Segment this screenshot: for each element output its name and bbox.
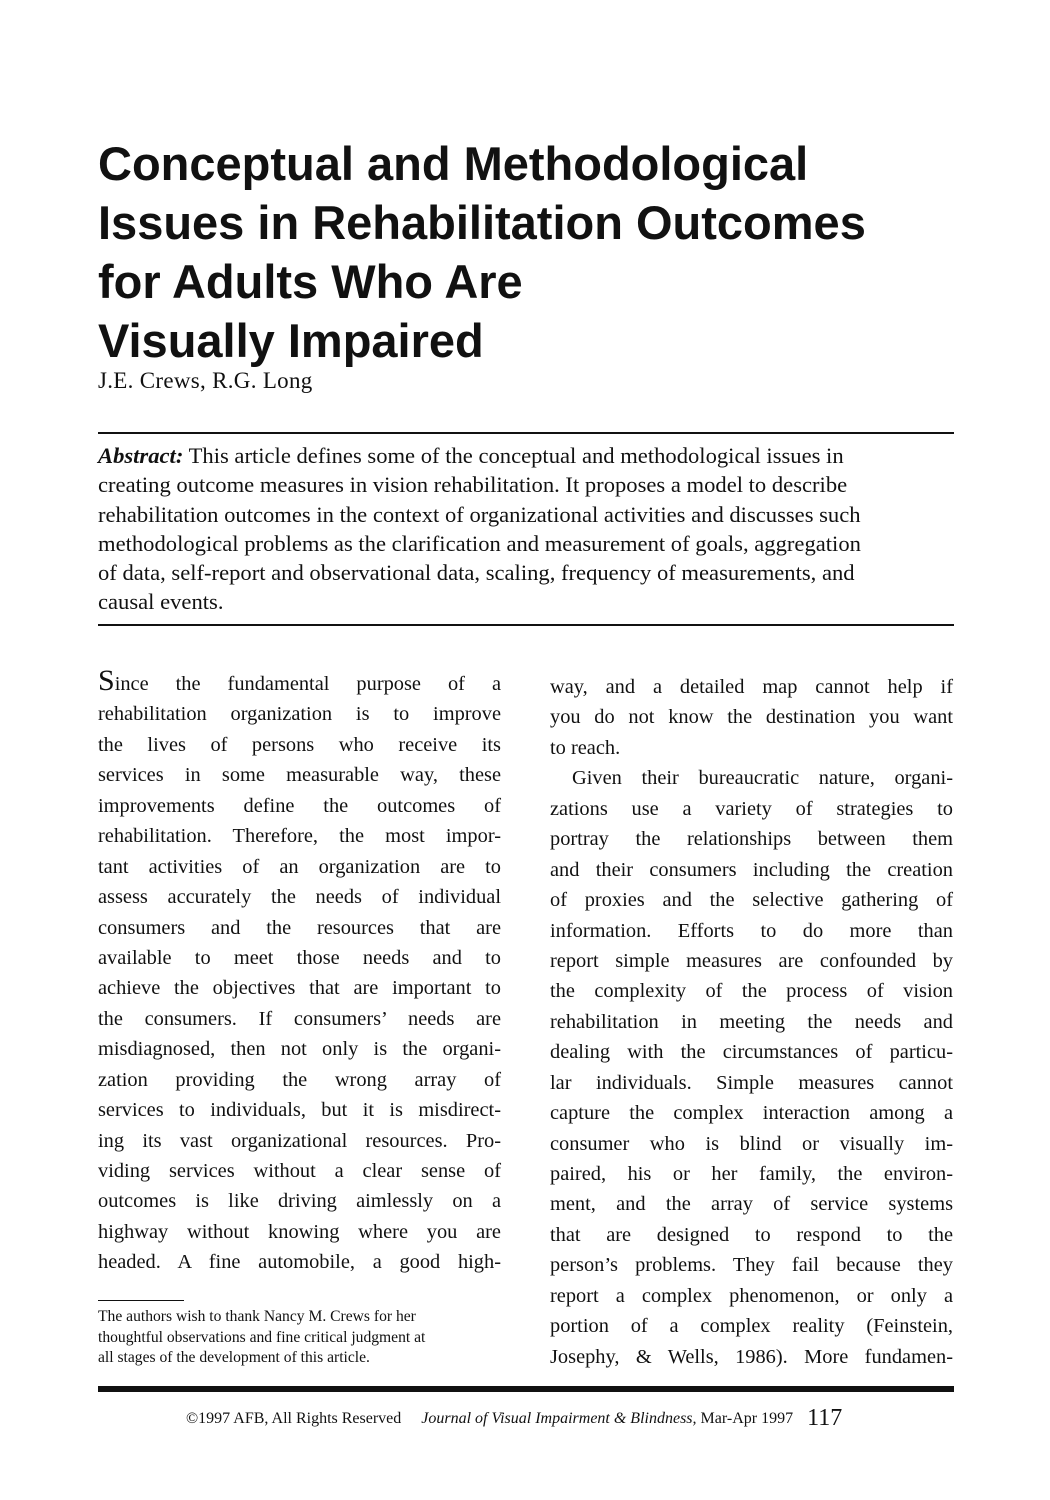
- body-line: zation providing the wrong array of: [98, 1068, 501, 1091]
- abstract-label: Abstract:: [98, 443, 184, 468]
- body-line: outcomes is like driving aimlessly on a: [98, 1190, 501, 1213]
- body-line: report simple measures are confounded by: [550, 949, 953, 972]
- body-line: person’s problems. They fail because they: [550, 1254, 953, 1277]
- abstract: [98, 441, 954, 617]
- copyright-notice: ©1997 AFB, All Rights Reserved: [186, 1410, 402, 1427]
- page-footer: [186, 1404, 956, 1431]
- title-line: Issues in Rehabilitation Outcomes: [98, 196, 866, 249]
- body-line: Josephy, & Wells, 1986). More fundamen-: [550, 1345, 953, 1368]
- body-line: Given their bureaucratic nature, organi-: [572, 767, 953, 790]
- body-line: that are designed to respond to the: [550, 1223, 953, 1246]
- abstract-text: This article defines some of the conceptual and methodological issues in: [183, 443, 844, 468]
- body-line: [98, 664, 501, 699]
- footnote: [98, 1307, 503, 1369]
- body-line: way, and a detailed map cannot help if: [550, 676, 953, 698]
- body-line: to reach.: [550, 736, 621, 759]
- body-line: the consumers. If consumers’ needs are: [98, 1007, 501, 1030]
- article-title: [98, 134, 978, 370]
- abstract-line: creating outcome measures in vision rehabilitation. It proposes a model to describe: [98, 472, 848, 498]
- body-line: misdiagnosed, then not only is the organi-: [98, 1038, 501, 1061]
- journal-name: Journal of Visual Impairment & Blindness,: [421, 1410, 697, 1427]
- body-line: ment, and the array of service systems: [550, 1193, 953, 1216]
- body-line: portray the relationships between them: [550, 828, 953, 851]
- body-line: you do not know the destination you want: [550, 706, 953, 729]
- page-number: 117: [807, 1405, 843, 1431]
- footnote-line: all stages of the development of this article.: [98, 1349, 370, 1366]
- abstract-line: methodological problems as the clarification and measurement of goals, aggregation: [98, 530, 861, 556]
- footnote-line: The authors wish to thank Nancy M. Crews for her: [98, 1308, 416, 1325]
- body-line: report a complex phenomenon, or only a: [550, 1284, 953, 1307]
- abstract-top-rule: [98, 432, 954, 434]
- abstract-line: causal events.: [98, 589, 224, 615]
- body-line: consumer who is blind or visually im-: [550, 1132, 953, 1155]
- body-line: ing its vast organizational resources. Pro-: [98, 1129, 501, 1152]
- footnote-line: thoughtful observations and fine critical judgment at: [98, 1328, 426, 1346]
- body-line: viding services without a clear sense of: [98, 1160, 501, 1182]
- body-line: highway without knowing where you are: [98, 1220, 501, 1243]
- body-line: consumers and the resources that are: [98, 916, 501, 939]
- body-line: and their consumers including the creation: [550, 858, 953, 881]
- body-line: portion of a complex reality (Feinstein,: [550, 1315, 953, 1338]
- drop-cap: S: [98, 664, 115, 697]
- body-line: improvements define the outcomes of: [98, 794, 501, 817]
- body-line: zations use a variety of strategies to: [550, 797, 953, 820]
- body-line: information. Efforts to do more than: [550, 919, 953, 942]
- body-column-left: [98, 664, 501, 1278]
- abstract-bottom-rule: [98, 624, 954, 626]
- body-line: the complexity of the process of vision: [550, 980, 953, 1003]
- body-line: dealing with the circumstances of particu-: [550, 1041, 953, 1064]
- abstract-line: of data, self-report and observational data, scaling, frequency of measurements, and: [98, 560, 855, 586]
- body-line: of proxies and the selective gathering of: [550, 889, 953, 912]
- title-line: Visually Impaired: [98, 314, 484, 367]
- abstract-line: rehabilitation outcomes in the context of organizational activities and discusses such: [98, 501, 861, 527]
- body-line: lar individuals. Simple measures cannot: [550, 1071, 953, 1094]
- body-line: assess accurately the needs of individual: [98, 886, 501, 909]
- body-line: tant activities of an organization are to: [98, 855, 501, 878]
- body-line: achieve the objectives that are important to: [98, 977, 501, 1000]
- body-line: services in some measurable way, these: [98, 764, 501, 787]
- footer-rule: [98, 1386, 954, 1392]
- journal-issue: Mar-Apr 1997: [700, 1410, 794, 1427]
- body-line: paired, his or her family, the environ-: [550, 1163, 953, 1185]
- body-line: available to meet those needs and to: [98, 946, 501, 969]
- body-line: capture the complex interaction among a: [550, 1102, 953, 1125]
- body-line: services to individuals, but it is misdirect-: [98, 1099, 501, 1122]
- body-line: headed. A fine automobile, a good high-: [98, 1251, 501, 1274]
- abstract-line: [98, 441, 954, 470]
- body-text: ince the fundamental purpose of a: [114, 673, 501, 695]
- body-line: rehabilitation organization is to improve: [98, 703, 501, 726]
- title-line: for Adults Who Are: [98, 255, 523, 308]
- body-line: rehabilitation. Therefore, the most impor-: [98, 825, 501, 848]
- body-line: rehabilitation in meeting the needs and: [550, 1010, 953, 1033]
- authors: J.E. Crews, R.G. Long: [98, 368, 313, 393]
- title-line: Conceptual and Methodological: [98, 137, 809, 190]
- footnote-rule: [98, 1300, 184, 1301]
- body-line: the lives of persons who receive its: [98, 733, 501, 756]
- body-column-right: [550, 672, 953, 1372]
